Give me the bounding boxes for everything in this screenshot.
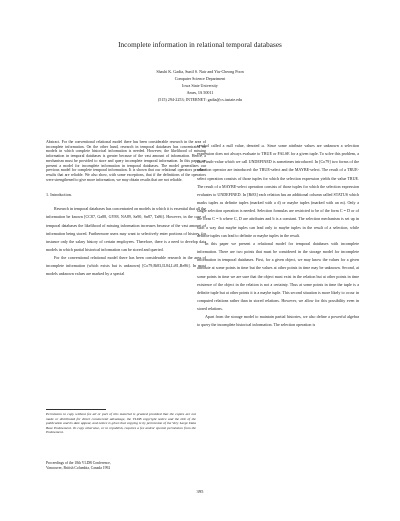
- intro-paragraph-1: Research in temporal databases has concentrated on models in which it is essential that all the information be known [CC87, Ga88, GY88, NA89, Sa90, Sn87, Ta86]. However, in the case of temporal databases the likelihood of missing information increases because of the vast amount of information being stored. Furthermore users may want to selectively enter portions of history, for instance only the salary history of certain employees. Therefore, there is a need to develop data models in which partial historical information can be stored and queried.: [46, 206, 206, 253]
- author-city: Ames, IA 50011: [186, 89, 214, 95]
- author-department: Computer Science Department: [174, 75, 226, 81]
- right-paragraph-3: Apart from the storage model to maintain partial histories, we also define a powerful algebra to query the incomplete historical information. The selection operation is: [197, 314, 359, 328]
- proceedings-line-2: Vancouver, British Columbia, Canada 1992: [46, 465, 111, 470]
- section-heading-introduction: 1. Introduction.: [46, 192, 72, 198]
- footnote-rule: [46, 409, 106, 410]
- right-column: [197, 142, 359, 330]
- permission-notice: Permission to copy without fee all or part of this material is granted provided that the copies are not made or distributed for direct commercial advantage, the VLDB copyright notice and the title of the publication and its date appear, and notice is given that copying is by permission of the Very Large Data Base Endowment. To copy otherwise, or to republish, requires a fee and/or special permission from the Endowment.: [46, 412, 196, 434]
- author-block: [0, 69, 400, 104]
- paper-title: Incomplete information in relational temporal databases: [118, 41, 282, 49]
- author-names: Shashi K. Gadia, Sunil S. Nair and Yiu-Cheong Poon: [156, 69, 244, 74]
- author-contact: (515) 294-2253; INTERNET: gadia@cs.iastate.edu: [157, 96, 243, 102]
- intro-paragraph-2: For the conventional relational model there has been considerable research in the area of incomplete information (which exists but is unknown) [Co79,Bi83,IL84,Li81,Re86]. In most models unknown values are marked by a special: [46, 255, 206, 277]
- proceedings-note: [46, 461, 196, 470]
- right-paragraph-2: In this paper we present a relational model for temporal databases with incomplete information. There are two points that must be considered in the storage model for incomplete information in temporal databases. First, for a given object, we may know the values for a given attribute at some points in time but the values at other points in time may be unknown. Second, at some points in time we are sure that the object must exist in the relation but at other points in time existence of the object in the relation is not a certainty. Thus at some points in time the tuple is a definite tuple but at other points it is a maybe tuple. This second situation is more likely to occur in computed relations rather than in stored relations. However, we allow for this possibility even in stored relations.: [197, 240, 359, 312]
- author-university: Iowa State University: [182, 82, 218, 88]
- right-paragraph-1: symbol called a null value, denoted ω. Since some attribute values are unknown a selection expression does not always evaluate to TRUE or FALSE for a given tuple. To solve this problem, a third truth-value which we call UNDEFINED is sometimes introduced. In [Co79] two forms of the selection operator are introduced: the TRUE-select and the MAYBE-select. The result of a TRUE-select operation consists of those tuples for which the selection expression yields the value TRUE. The result of a MAYBE-select operation consists of those tuples for which the selection expression evaluates to UNDEFINED. In [Bi83] each relation has an additional column called STATUS which marks tuples as definite tuples (marked with a d) or maybe tuples (marked with an m). Only a single selection operation is needed. Selection formulas are restricted to be of the form C = D or of the form C = b where C, D are attributes and b is a constant. The selection mechanism is set up in such a way that maybe tuples can lead only to maybe tuples in the result of a selection, while definite tuples can lead to definite or maybe tuples in the result.: [197, 143, 359, 238]
- page-number: 395: [196, 489, 204, 494]
- left-column: [46, 140, 206, 279]
- proceedings-line-1: Proceedings of the 18th VLDB Conference,: [46, 461, 111, 465]
- abstract-text: Abstract. For the conventional relational model there has been considerable research in the area of incomplete information. On the other hand, research in temporal databases has concentrated on models in which complete historical information is needed. However, the likelihood of missing information in temporal databases is greater because of the vast amount of information. Hence, a mechanism must be provided to store and query incomplete temporal information. In this paper we present a model for incomplete information in temporal databases. The model generalizes our previous model for complete temporal information. It is shown that our relational operators produce results that are reliable. We also show, with some exceptions, that if the definitions of the operators were strengthened to give more information, we may obtain results that are not reliable.: [46, 140, 206, 182]
